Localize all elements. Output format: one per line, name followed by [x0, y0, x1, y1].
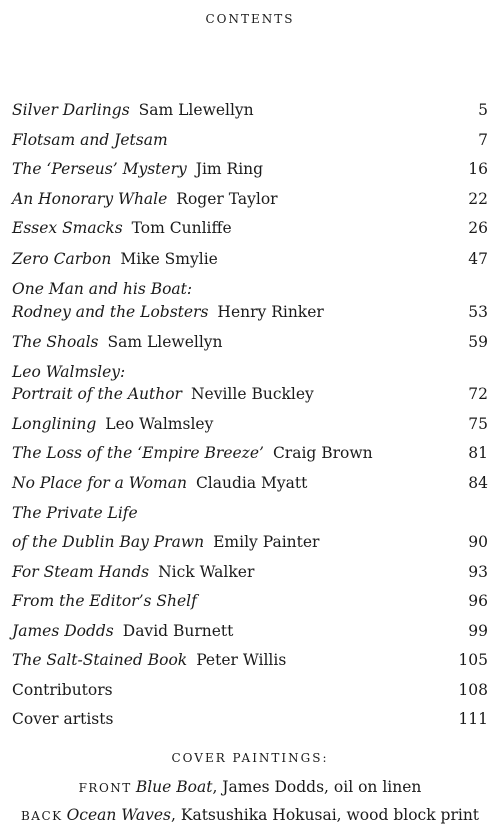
toc-entry — [12, 649, 488, 671]
entry-title: Contributors — [12, 681, 113, 699]
toc-entry — [12, 331, 488, 353]
entry-page-number: 84 — [468, 474, 488, 492]
back-credit-rest: , Katsushika Hokusai, wood block print — [171, 806, 480, 824]
entry-title: From the Editor’s Shelf — [12, 592, 197, 610]
toc-entry — [12, 590, 488, 612]
entry-page-number: 108 — [458, 681, 488, 699]
entry-title: Portrait of the Author — [12, 385, 182, 403]
toc-entry — [12, 561, 488, 583]
toc-entry — [12, 472, 488, 494]
entry-author: Mike Smylie — [120, 250, 218, 268]
entry-title: For Steam Hands — [12, 563, 150, 581]
front-title: Blue Boat — [135, 778, 213, 796]
toc-entry — [12, 129, 488, 151]
entry-page-number: 47 — [468, 250, 488, 268]
entry-page-number: 105 — [458, 651, 488, 669]
entry-author: Jim Ring — [195, 160, 264, 178]
entry-author: Claudia Myatt — [195, 474, 308, 492]
toc-entry — [12, 217, 488, 239]
toc-entry — [12, 188, 488, 210]
back-label: BACK — [20, 809, 63, 823]
entry-title: Longlining — [12, 415, 97, 433]
entry-page-number: 96 — [468, 592, 488, 610]
toc-entry — [12, 99, 488, 121]
entry-page-number: 99 — [468, 622, 488, 640]
back-title: Ocean Waves — [66, 806, 172, 824]
contents-heading: CONTENTS — [205, 12, 295, 26]
toc-entry — [12, 301, 488, 323]
entry-author: Tom Cunliffe — [131, 219, 232, 237]
entry-title: The Salt-Stained Book — [12, 651, 188, 669]
toc-entry — [12, 531, 488, 553]
entry-title: The Private Life — [12, 504, 138, 522]
entry-author: Emily Painter — [213, 533, 320, 551]
cover-paintings-heading: COVER PAINTINGS: — [171, 751, 329, 765]
entry-title: An Honorary Whale — [12, 190, 168, 208]
entry-author: David Burnett — [122, 622, 234, 640]
entry-title: The ‘Perseus’ Mystery — [12, 160, 187, 178]
entry-page-number: 81 — [468, 444, 488, 462]
entry-author: Craig Brown — [272, 444, 373, 462]
entry-page-number: 72 — [468, 385, 488, 403]
toc-entry — [12, 502, 488, 524]
toc-entry — [12, 679, 488, 701]
entry-title: The Shoals — [12, 333, 99, 351]
entry-page-number: 111 — [458, 710, 488, 728]
entry-title: Cover artists — [12, 710, 114, 728]
entry-title: Flotsam and Jetsam — [12, 131, 168, 149]
entry-title: Rodney and the Lobsters — [12, 303, 209, 321]
front-cover-credit — [0, 778, 500, 796]
entry-author: Leo Walmsley — [105, 415, 214, 433]
entry-page-number: 5 — [478, 101, 488, 119]
toc-entry — [12, 278, 488, 300]
front-label: FRONT — [78, 781, 132, 795]
entry-page-number: 53 — [468, 303, 488, 321]
entry-title: James Dodds — [12, 622, 114, 640]
toc-entry — [12, 708, 488, 730]
entry-title: Leo Walmsley: — [12, 363, 126, 381]
entry-page-number: 90 — [468, 533, 488, 551]
entry-author: Neville Buckley — [190, 385, 314, 403]
front-credit-rest: , James Dodds, oil on linen — [212, 778, 422, 796]
entry-author: Sam Llewellyn — [138, 101, 254, 119]
entry-author: Nick Walker — [158, 563, 255, 581]
toc-entry — [12, 361, 488, 383]
entry-author: Peter Willis — [196, 651, 287, 669]
entry-title: of the Dublin Bay Prawn — [12, 533, 205, 551]
toc-entry — [12, 620, 488, 642]
entry-author: Roger Taylor — [176, 190, 278, 208]
back-cover-credit — [0, 806, 500, 824]
entry-author: Sam Llewellyn — [107, 333, 223, 351]
toc-entry — [12, 248, 488, 270]
entry-page-number: 93 — [468, 563, 488, 581]
entry-title: No Place for a Woman — [12, 474, 187, 492]
toc-entry — [12, 383, 488, 405]
entry-page-number: 59 — [468, 333, 488, 351]
toc-entry — [12, 158, 488, 180]
entry-page-number: 22 — [468, 190, 488, 208]
entry-title: Silver Darlings — [12, 101, 130, 119]
toc-entry — [12, 413, 488, 435]
toc-entry — [12, 442, 488, 464]
entry-title: Essex Smacks — [12, 219, 123, 237]
entry-title: One Man and his Boat: — [12, 280, 193, 298]
entry-page-number: 75 — [468, 415, 488, 433]
entry-page-number: 26 — [468, 219, 488, 237]
entry-title: The Loss of the ‘Empire Breeze’ — [12, 444, 264, 462]
entry-page-number: 7 — [478, 131, 488, 149]
entry-author: Henry Rinker — [217, 303, 324, 321]
entry-page-number: 16 — [468, 160, 488, 178]
entry-title: Zero Carbon — [12, 250, 112, 268]
